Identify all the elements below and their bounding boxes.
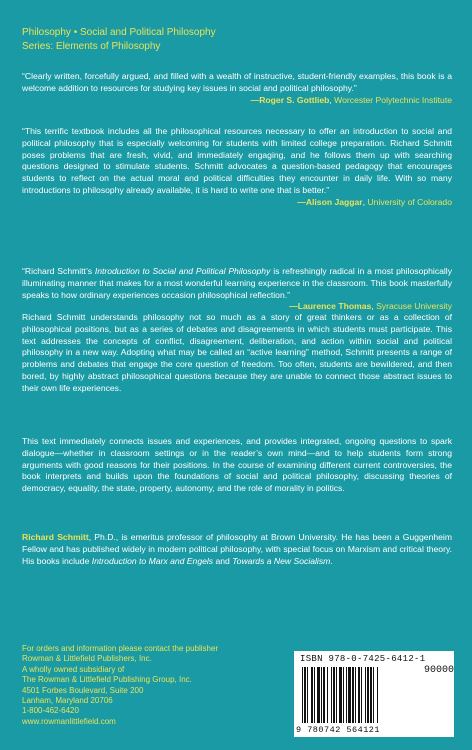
barcode-bar [339,667,342,723]
publisher-line: A wholly owned subsidiary of [22,664,125,674]
quote-book-title: Introduction to Social and Political Philosophy [94,266,271,276]
publisher-line: www.rowmanlittlefield.com [22,716,116,726]
barcode-bar [311,667,313,723]
quote-text-after: is refreshingly radical in a most philosophically illuminating manner that makes for a most wonderful learning experience in the classroom. This book masterfully speaks to how ordinary experiences occasion philosophical reflection.” [22,266,453,300]
publisher-line: For orders and information please contact the publisher [22,644,219,653]
blurb-quote-3 [22,266,452,313]
publisher-line: Lanham, Maryland 20706 [22,696,113,706]
quote-author: —Alison Jaggar [297,196,363,207]
blurb-quote-2 [22,126,452,209]
quote-author: —Roger S. Gottlieb [250,94,330,105]
quote-affiliation: University of Colorado [367,196,452,207]
barcode-bar [321,667,322,723]
barcode-bar [333,667,335,723]
bio-text: . [330,555,333,566]
bio-author-name: Richard Schmitt [22,532,89,542]
barcode-bar [317,667,320,723]
barcode-bar [304,667,306,723]
barcode-bar [327,667,328,723]
isbn-number: ISBN 978-0-7425-6412-1 [300,654,426,664]
quote-text: “Clearly written, forcefully argued, and filled with a wealth of instructive, student-friendly examples, this book is a welcome addition to resources for studying key issues in social and political philosophy.” [22,71,452,93]
price-code: 90000 [424,665,455,676]
barcode-bars [300,667,418,725]
publisher-line: The Rowman & Littlefield Publishing Group, Inc. [22,675,192,685]
series-line: Series: Elements of Philosophy [22,41,161,52]
description-paragraph-1: Richard Schmitt understands philosophy not so much as a story of great thinkers or as a collection of philosophical positions, but as a series of debates and disagreements in which students must participate. This text addresses the concepts of conflict, disagreement, deliberation, and action within social and political philosophy in a new way. Adopting what may be called an “active learning” method, Schmitt presents a range of problems and debates that engage the core question of freedom. Too often, students are bewildered, and then bored, by highly abstract philosophical questions because they are unable to connect those abstract issues to their own life experiences. [22,312,452,393]
publisher-line: Rowman & Littlefield Publishers, Inc. [22,654,152,664]
subject-line: Philosophy • Social and Political Philosophy [22,27,216,38]
category-header [22,26,216,54]
bio-text: , Ph.D., is emeritus professor of philosophy at Brown University. He has been a Guggenheim Fellow and has published widely in modern political philosophy, with special focus on Marxism and critical theory. His books include [22,532,452,566]
ean-number: 9 780742 564121 [296,725,381,735]
quote-author: —Laurence Thomas [289,301,372,312]
barcode-bar [370,667,372,723]
barcode-bar [343,667,344,723]
isbn-barcode [294,651,454,737]
blurb-quote-1 [22,71,452,106]
barcode-bar [352,667,354,723]
quote-attribution: —Alison Jaggar, University of Colorado [297,196,452,207]
barcode-bar [361,667,362,723]
barcode-bar [346,667,347,723]
barcode-bar [302,667,303,723]
author-bio [22,532,452,567]
quote-attribution: —Laurence Thomas, Syracuse University [289,301,452,312]
publisher-line: 1-800-462-6420 [22,706,79,716]
barcode-bar [355,667,356,723]
barcode-bar [331,667,332,723]
barcode-bar [336,667,337,723]
barcode-bar [348,667,351,723]
barcode-bar [373,667,374,723]
publisher-line: 4501 Forbes Boulevard, Suite 200 [22,685,144,695]
quote-text: “This terrific textbook includes all the philosophical resources necessary to offer an introduction to social and political philosophy that is especially welcoming for students with limited college preparation. Richard Schmitt poses problems that are fresh, vivid, and immediately engaging, and he follows them up with searching questions designed to stimulate students. Schmitt advocates a question-based pedagogy that encourages students to reflect on the actual moral and political difficulties they encounter in daily life. With so many introductions to philosophy already available, it is hard to write one that is better.” [22,126,452,195]
barcode-bar [358,667,360,723]
quote-affiliation: Worcester Polytechnic Institute [334,94,452,105]
bio-text: and [213,555,233,566]
quote-affiliation: Syracuse University [376,301,452,312]
bio-book-title: Introduction to Marx and Engels [91,555,214,566]
barcode-bar [367,667,369,723]
description-paragraph-2: This text immediately connects issues and experiences, and provides integrated, ongoing questions to spark dialogue—whether in classroom settings or in the reader’s own mind—and to help students form strong arguments with good reasons for their positions. In the course of examining different current controversies, the book interprets and builds upon the foundations of social and political philosophy, discussing theories of democracy, equality, the state, property, autonomy, and the role of morality in politics. [22,436,452,494]
barcode-bar [365,667,366,723]
quote-attribution: —Roger S. Gottlieb, Worcester Polytechnic Institute [250,94,452,105]
bio-book-title: Towards a New Socialism [232,555,331,566]
quote-text-before: “Richard Schmitt’s [22,266,95,276]
barcode-bar [323,667,325,723]
barcode-bar [314,667,315,723]
barcode-bar [377,667,378,723]
publisher-info [22,644,218,727]
barcode-bar [307,667,308,723]
